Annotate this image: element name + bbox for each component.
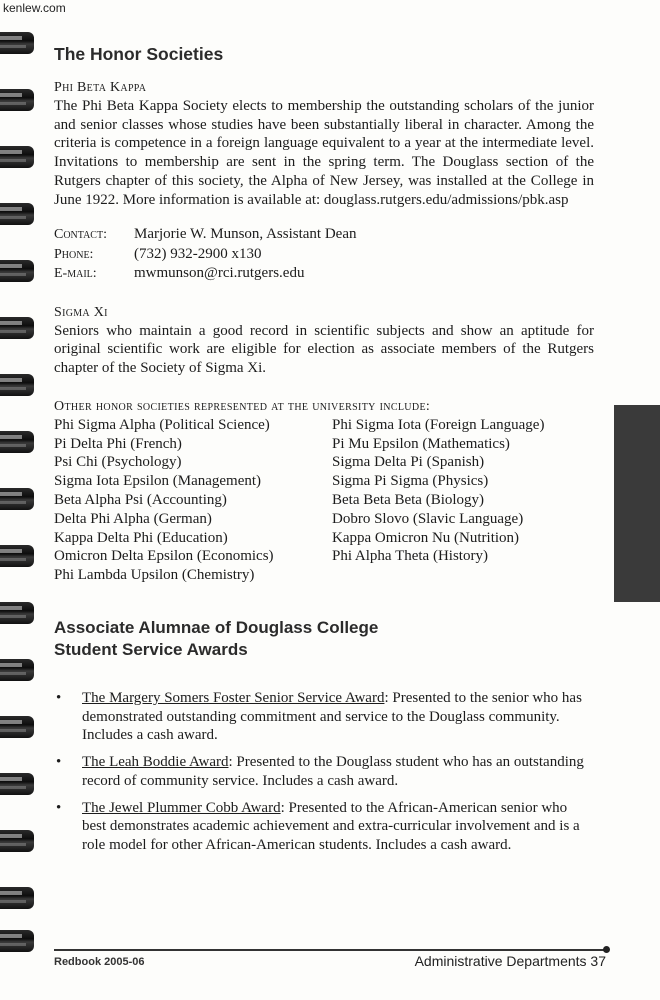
- alumnae-section: [54, 617, 594, 661]
- societies-list: [54, 416, 594, 585]
- list-item: Pi Delta Phi (French): [54, 435, 182, 452]
- award-name: The Margery Somers Foster Senior Service Award: [82, 690, 385, 706]
- honor-societies-title: The Honor Societies: [54, 44, 224, 64]
- watermark: kenlew.com: [3, 1, 66, 15]
- bullet-icon: •: [56, 799, 62, 816]
- footer-section-page: Administrative Departments 37: [414, 953, 606, 969]
- footer-rule-dot: [603, 946, 610, 953]
- list-item: Psi Chi (Psychology): [54, 454, 182, 471]
- award-name: The Leah Boddie Award: [82, 754, 229, 771]
- contact-row: [54, 225, 594, 245]
- list-item: Delta Phi Alpha (German): [54, 510, 212, 527]
- list-item: Beta Alpha Psi (Accounting): [54, 492, 227, 509]
- list-item: Dobro Slovo (Slavic Language): [332, 510, 524, 527]
- binding-ring: [0, 830, 34, 852]
- phone-row: [54, 245, 594, 265]
- list-item: Omicron Delta Epsilon (Economics): [54, 548, 274, 565]
- list-item: [54, 753, 594, 790]
- phone-label: Phone:: [54, 246, 94, 262]
- binding-ring: [0, 203, 34, 225]
- list-item: Pi Mu Epsilon (Mathematics): [332, 435, 510, 452]
- other-societies-heading: Other honor societies represented at the university include:: [54, 398, 431, 414]
- binding-ring: [0, 374, 34, 396]
- binding-ring: [0, 488, 34, 510]
- award-name: The Jewel Plummer Cobb Award: [82, 799, 281, 816]
- contact-value: Marjorie W. Munson, Assistant Dean: [134, 226, 357, 243]
- list-item: Kappa Delta Phi (Education): [54, 529, 228, 546]
- alumnae-title-line1: Associate Alumnae of Douglass College: [54, 618, 379, 637]
- binding-ring: [0, 32, 34, 54]
- list-item: Beta Beta Beta (Biology): [332, 492, 485, 509]
- bullet-icon: •: [56, 690, 62, 706]
- binding-ring: [0, 659, 34, 681]
- binding-ring: [0, 89, 34, 111]
- award-desc: : Presented to the African-American senior who best demonstrates academic achievement and extra-curricular involvement and is a role model for other African-American students. Includes a cash award.: [82, 799, 580, 853]
- email-value: mwmunson@rci.rutgers.edu: [134, 265, 305, 282]
- binding-ring: [0, 431, 34, 453]
- contact-label: Contact:: [54, 227, 107, 243]
- phone-value: (732) 932-2900 x130: [134, 245, 262, 262]
- list-item: Phi Sigma Alpha (Political Science): [54, 416, 270, 433]
- list-item: [54, 689, 594, 745]
- societies-column-2: [332, 416, 594, 585]
- list-item: [54, 799, 594, 855]
- award-desc: : Presented to the Douglass student who has an outstanding record of community service. Includes a cash award.: [82, 754, 584, 789]
- binding-ring: [0, 602, 34, 624]
- pbk-heading: Phi Beta Kappa: [54, 80, 147, 95]
- award-text: [82, 753, 594, 790]
- binding-ring: [0, 260, 34, 282]
- contact-block: [54, 225, 594, 284]
- awards-list: [54, 689, 594, 855]
- bullet-icon: •: [56, 754, 62, 771]
- binding-ring: [0, 545, 34, 567]
- binding-ring: [0, 716, 34, 738]
- binding-ring: [0, 773, 34, 795]
- pbk-text: The Phi Beta Kappa Society elects to membership the outstanding scholars of the junior and senior classes whose studies have been substantially liberal in character. Among the criteria is competence in a foreign language equivalent to a year at the intermediate level. Invitations to membership are sent in the spring term. The Douglass section of the Rutgers chapter of this society, the Alpha of New Jersey, was installed at the College in June 1922. More information is available at: douglass.rutgers.edu/admissions/pbk.asp: [54, 98, 594, 208]
- binding-ring: [0, 317, 34, 339]
- list-item: Phi Alpha Theta (History): [332, 548, 488, 565]
- email-row: [54, 264, 594, 284]
- list-item: Sigma Delta Pi (Spanish): [332, 454, 485, 471]
- spiral-binding: [0, 32, 40, 962]
- list-item: Sigma Pi Sigma (Physics): [332, 473, 489, 490]
- page-content: [54, 40, 594, 863]
- award-desc: : Presented to the senior who has demonstrated outstanding commitment and service to the Douglass community. Includes a cash award.: [82, 690, 582, 744]
- email-label: E-mail:: [54, 266, 97, 282]
- section-tab: [614, 405, 660, 602]
- footer-publication: Redbook 2005-06: [54, 956, 145, 968]
- binding-ring: [0, 146, 34, 168]
- award-text: [82, 689, 594, 745]
- footer-rule: [54, 949, 606, 951]
- list-item: Phi Lambda Upsilon (Chemistry): [54, 567, 255, 584]
- societies-column-1: [54, 416, 332, 585]
- binding-ring: [0, 930, 34, 952]
- sigma-xi-heading: Sigma Xi: [54, 304, 108, 320]
- list-item: Sigma Iota Epsilon (Management): [54, 473, 262, 490]
- list-item: Phi Sigma Iota (Foreign Language): [332, 416, 545, 433]
- list-item: Kappa Omicron Nu (Nutrition): [332, 529, 520, 546]
- alumnae-title-line2: Student Service Awards: [54, 640, 248, 659]
- binding-ring: [0, 887, 34, 909]
- sigma-xi-text: Seniors who maintain a good record in scientific subjects and show an aptitude for original scientific work are eligible for election as associate members of the Rutgers chapter of the Society of Sigma Xi.: [54, 322, 594, 377]
- award-text: [82, 799, 594, 855]
